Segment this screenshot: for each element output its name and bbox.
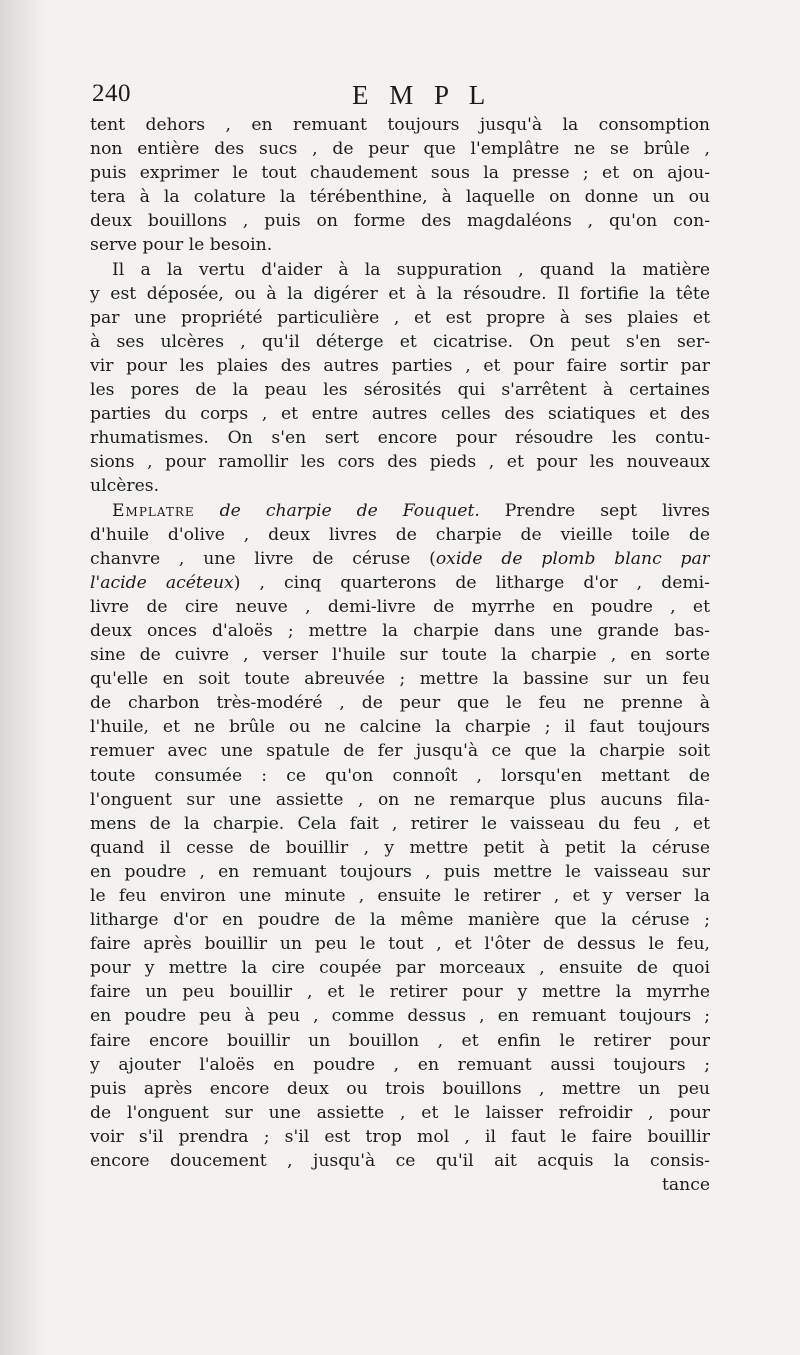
text-line: mens de la charpie. Cela fait , retirer le vaisseau du feu , et	[90, 813, 710, 834]
text-line: parties du corps , et entre autres celles des sciatiques et des	[90, 404, 710, 425]
text-line	[90, 547, 710, 571]
entry-heading: Emplatre	[112, 500, 195, 521]
text-line: toute consumée : ce qu'on connoît , lorsqu'en mettant de	[90, 765, 710, 786]
paragraph-3	[90, 499, 710, 1174]
body-text	[90, 113, 710, 1197]
text-line: deux onces d'aloës ; mettre la charpie dans une grande bas-	[90, 620, 710, 641]
text-line: l'huile, et ne brûle ou ne calcine la charpie ; il faut toujours	[90, 717, 710, 738]
text-line: litharge d'or en poudre de la même manière que la céruse ;	[90, 910, 710, 931]
text-line: vir pour les plaies des autres parties , et pour faire sortir par	[90, 355, 710, 376]
text-line: sine de cuivre , verser l'huile sur toute la charpie , en sorte	[90, 645, 710, 666]
paragraph-2	[90, 258, 710, 499]
text-line: qu'elle en soit toute abreuvée ; mettre la bassine sur un feu	[90, 669, 710, 690]
text-line: tera à la colature la térébenthine, à laquelle on donne un ou	[90, 187, 710, 208]
spine-shadow	[0, 0, 46, 1355]
text-line: en poudre , en remuant toujours , puis mettre le vaisseau sur	[90, 861, 710, 882]
text-line: puis exprimer le tout chaudement sous la presse ; et on ajou-	[90, 163, 710, 184]
text-line: ulcères.	[90, 476, 160, 497]
text-line: sions , pour ramollir les cors des pieds , et pour les nouveaux	[90, 452, 710, 473]
text-line: de charbon très-modéré , de peur que le feu ne prenne à	[90, 693, 710, 714]
text-line: quand il cesse de bouillir , y mettre petit à petit la céruse	[90, 837, 710, 858]
text-line: y ajouter l'aloës en poudre , en remuant aussi toujours ;	[90, 1054, 710, 1075]
text-line: en poudre peu à peu , comme dessus , en remuant toujours ;	[90, 1006, 710, 1027]
running-head: E M P L	[352, 80, 493, 110]
text-line: d'huile d'olive , deux livres de charpie de vieille toile de	[90, 524, 710, 545]
text-line: deux bouillons , puis on forme des magdaléons , qu'on con-	[90, 211, 710, 232]
text-line: rhumatismes. On s'en sert encore pour résoudre les contu-	[90, 428, 710, 449]
text-line: faire un peu bouillir , et le retirer pour y mettre la myrrhe	[90, 982, 710, 1003]
italic-span: l'acide acéteux	[90, 572, 234, 593]
text-line: de l'onguent sur une assiette , et le laisser refroidir , pour	[90, 1102, 710, 1123]
text-span: Prendre sept livres	[504, 500, 710, 521]
text-line: remuer avec une spatule de fer jusqu'à ce que la charpie soit	[90, 741, 710, 762]
text-line: faire encore bouillir un bouillon , et enfin le retirer pour	[90, 1030, 710, 1051]
text-line: les pores de la peau les sérosités qui s'arrêtent à certaines	[90, 380, 710, 401]
text-span: chanvre , une livre de céruse (	[90, 548, 436, 569]
paragraph-1	[90, 113, 710, 258]
text-line: l'onguent sur une assiette , on ne remarque plus aucuns fila-	[90, 789, 710, 810]
text-line: voir s'il prendra ; s'il est trop mol , il faut le faire bouillir	[90, 1126, 710, 1147]
text-line: tent dehors , en remuant toujours jusqu'à la consomption	[90, 115, 710, 135]
entry-heading-italic: de charpie de Fouquet.	[219, 500, 480, 521]
text-line: par une propriété particulière , et est propre à ses plaies et	[90, 307, 710, 328]
page-number: 240	[92, 80, 131, 107]
text-line: pour y mettre la cire coupée par morceaux , ensuite de quoi	[90, 958, 710, 979]
text-line: non entière des sucs , de peur que l'emplâtre ne se brûle ,	[90, 139, 710, 160]
text-line: puis après encore deux ou trois bouillons , mettre un peu	[90, 1078, 710, 1099]
text-line: le feu environ une minute , ensuite le retirer , et y verser la	[90, 886, 710, 906]
text-line: livre de cire neuve , demi-livre de myrrhe en poudre , et	[90, 596, 710, 617]
text-line: encore doucement , jusqu'à ce qu'il ait acquis la consis-	[90, 1151, 710, 1172]
italic-span: oxide de plomb blanc par	[435, 548, 710, 569]
text-line: faire après bouillir un peu le tout , et l'ôter de dessus le feu,	[90, 934, 710, 955]
text-line	[90, 571, 710, 595]
text-line: y est déposée, ou à la digérer et à la résoudre. Il fortifie la tête	[90, 283, 710, 304]
text-line	[90, 499, 710, 523]
text-span: ) , cinq quarterons de litharge d'or , demi-	[233, 572, 710, 593]
text-line: à ses ulcères , qu'il déterge et cicatrise. On peut s'en ser-	[90, 331, 710, 352]
text-line: Il a la vertu d'aider à la suppuration , quand la matière	[112, 259, 710, 280]
text-line: serve pour le besoin.	[90, 235, 273, 256]
page-header	[0, 80, 800, 112]
catchword: tance	[661, 1175, 710, 1196]
